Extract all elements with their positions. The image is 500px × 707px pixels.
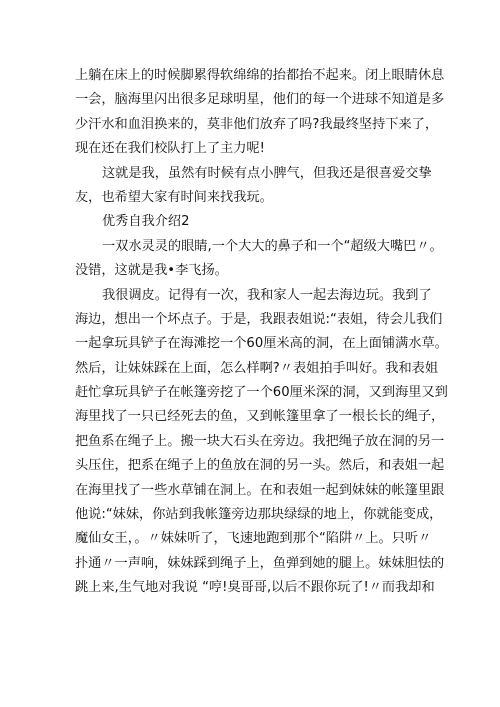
paragraph-line: 魔仙女王，。〃妹妹听了，飞速地跑到那个“陷阱〃上。只听〃 [75,531,432,547]
paragraph-line: 跳上来,生气地对我说 “哼!臭哥哥,以后不跟你玩了!〃而我却和 [75,580,435,596]
paragraph-line: 少汗水和血泪换来的，莫非他们放弃了吗?我最终坚持下来了， [75,116,439,132]
paragraph-line: 他说:“妹妹，你站到我帐篷旁边那块绿绿的地上，你就能变成， [75,507,443,523]
paragraph-line: 扑通〃一声响，妹妹踩到绳子上，鱼弹到她的腿上。妹妹胆怯的 [75,555,445,571]
paragraph-line: 友，也希望大家有时间来找我玩。 [75,189,273,205]
paragraph-line: 这就是我，虽然有时候有点小脾气，但我还是很喜爱交挚 [102,165,432,181]
section-heading: 优秀自我介绍2 [102,214,190,230]
paragraph-line: 现在还在我们校队打上了主力呢! [75,141,265,157]
paragraph-line: 头压住，把系在绳子上的鱼放在洞的另一头。然后，和表姐一起 [75,458,445,474]
paragraph-line: 海里找了一只已经死去的鱼，又到帐篷里拿了一根长长的绳子， [75,409,445,425]
paragraph-line: 在海里找了一些水草铺在洞上。在和表姐一起到妹妹的帐篷里跟 [75,482,445,498]
paragraph-line: 把鱼系在绳子上。搬一块大石头在旁边。我把绳子放在洞的另一 [75,433,445,449]
paragraph-line: 一会，脑海里闪出很多足球明星，他们的每一个进球不知道是多 [75,92,445,108]
paragraph-line: 没错，这就是我•李飞扬。 [75,263,228,279]
paragraph-line: 然后，让妹妹踩在上面，怎么样啊?〃表姐拍手叫好。我和表姐 [75,360,439,376]
paragraph-line: 一起拿玩具铲子在海滩挖一个60厘米高的洞，在上面铺满水草。 [75,336,448,352]
paragraph-line: 一双水灵灵的眼睛,一个大大的鼻子和一个“超级大嘴巴〃。 [102,238,443,254]
document-body [75,64,448,601]
paragraph-line: 海边，想出一个坏点子。于是，我跟表姐说:“表姐，待会儿我们 [75,311,443,327]
paragraph-line: 赶忙拿玩具铲子在帐篷旁挖了一个60厘米深的洞，又到海里又到 [75,385,448,401]
paragraph-line: 我很调皮。记得有一次，我和家人一起去海边玩。我到了 [102,287,432,303]
paragraph-line: 上躺在床上的时候脚累得软绵绵的抬都抬不起来。闭上眼睛休息 [75,68,445,83]
